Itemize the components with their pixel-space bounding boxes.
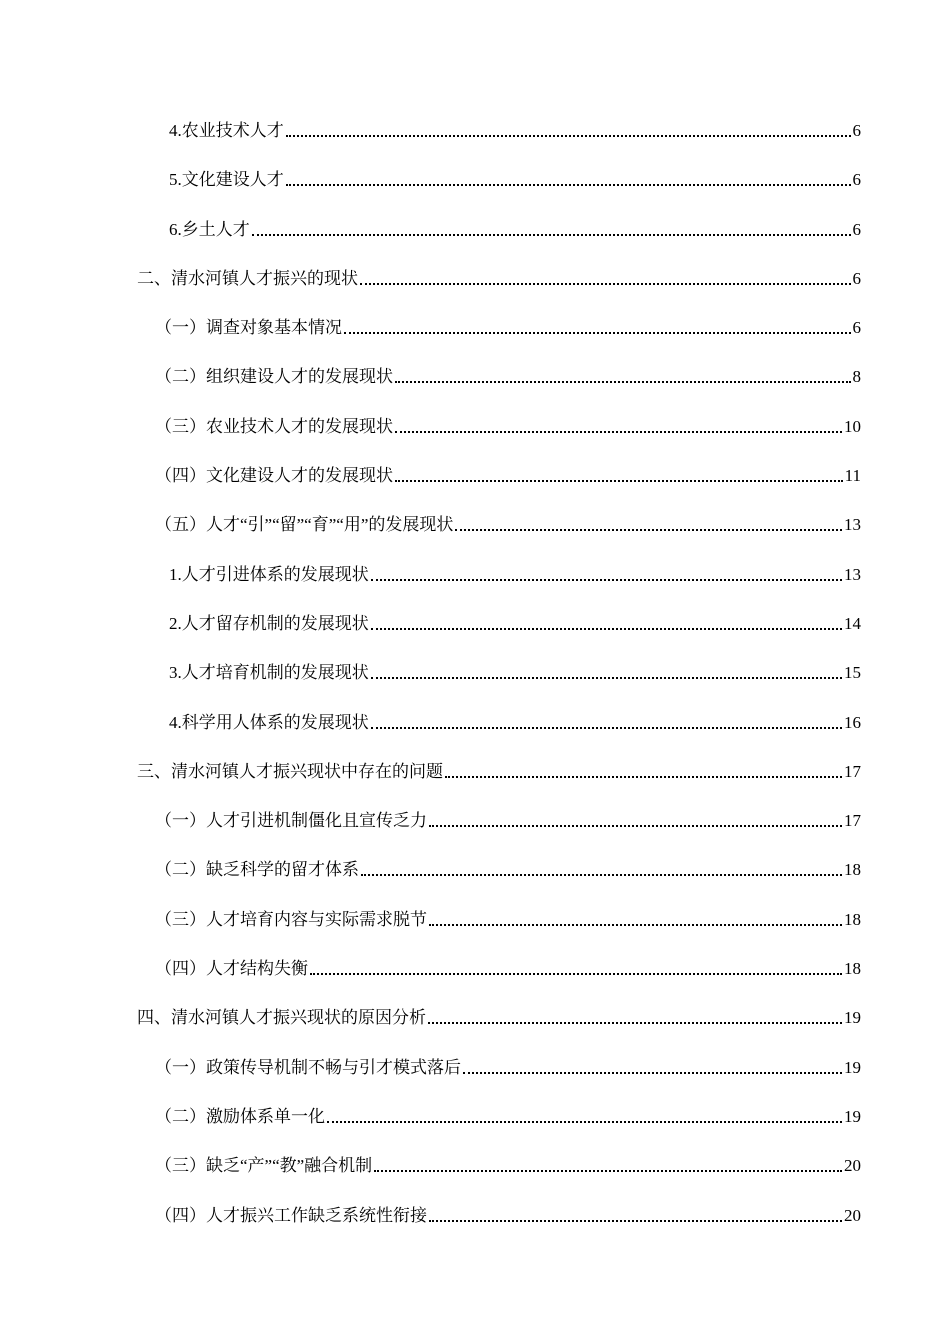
toc-entry[interactable] — [137, 1080, 861, 1129]
toc-entry[interactable] — [137, 537, 861, 586]
toc-entry[interactable] — [137, 389, 861, 438]
toc-dot-leader — [371, 579, 842, 581]
toc-entry-title: （二）缺乏科学的留才体系 — [155, 860, 359, 880]
toc-entry-page-number: 17 — [844, 761, 861, 781]
toc-entry-title: （二）激励体系单一化 — [155, 1106, 325, 1126]
toc-dot-leader — [327, 1121, 842, 1123]
toc-entry-page-number: 19 — [844, 1008, 861, 1028]
toc-dot-leader — [395, 431, 842, 433]
toc-dot-leader — [361, 874, 842, 876]
toc-entry[interactable] — [137, 685, 861, 734]
toc-entry[interactable] — [137, 932, 861, 981]
toc-entry[interactable] — [137, 636, 861, 685]
toc-entry-page-number: 20 — [844, 1205, 861, 1225]
toc-entry-page-number: 19 — [844, 1106, 861, 1126]
toc-entry-page-number: 15 — [844, 663, 861, 683]
toc-entry-title: 2.人才留存机制的发展现状 — [169, 613, 369, 633]
toc-entry-title: 4.科学用人体系的发展现状 — [169, 712, 369, 732]
toc-dot-leader — [395, 381, 851, 383]
toc-entry-page-number: 11 — [844, 466, 861, 486]
toc-dot-leader — [286, 135, 851, 137]
toc-entry-title: （一）调查对象基本情况 — [155, 318, 342, 338]
toc-dot-leader — [371, 727, 842, 729]
toc-entry-title: 二、清水河镇人才振兴的现状 — [137, 268, 358, 288]
toc-entry[interactable] — [137, 1129, 861, 1178]
toc-entry-title: 三、清水河镇人才振兴现状中存在的问题 — [137, 761, 443, 781]
toc-entry-page-number: 18 — [844, 959, 861, 979]
toc-entry[interactable] — [137, 833, 861, 882]
toc-entry-page-number: 14 — [844, 613, 861, 633]
toc-dot-leader — [395, 480, 843, 482]
toc-entry[interactable] — [137, 113, 861, 143]
toc-entry-page-number: 8 — [852, 367, 861, 387]
toc-entry-title: （三）缺乏“产”“教”融合机制 — [155, 1156, 373, 1176]
toc-entry-title: （三）人才培育内容与实际需求脱节 — [155, 909, 427, 929]
toc-entry-title: （四）文化建设人才的发展现状 — [155, 466, 393, 486]
toc-entry[interactable] — [137, 192, 861, 241]
toc-entry-title: （一）政策传导机制不畅与引才模式落后 — [155, 1057, 461, 1077]
toc-entry-title: （五）人才“引”“留”“育”“用”的发展现状 — [155, 515, 454, 535]
toc-entry[interactable] — [137, 340, 861, 389]
toc-dot-leader — [371, 677, 842, 679]
toc-entry[interactable] — [137, 143, 861, 192]
toc-entry-page-number: 6 — [852, 170, 861, 190]
toc-entry-title: 4.农业技术人才 — [169, 121, 284, 140]
toc-dot-leader — [371, 628, 842, 630]
toc-entry-title: （二）组织建设人才的发展现状 — [155, 367, 393, 387]
toc-entry-page-number: 6 — [852, 121, 861, 140]
toc-entry-page-number: 6 — [852, 318, 861, 338]
toc-dot-leader — [455, 529, 842, 531]
toc-dot-leader — [429, 825, 842, 827]
toc-dot-leader — [310, 973, 842, 975]
toc-dot-leader — [429, 1220, 842, 1222]
toc-entry[interactable] — [137, 735, 861, 784]
toc-entry-title: 6.乡土人才 — [169, 219, 250, 239]
toc-dot-leader — [286, 184, 851, 186]
toc-entry-page-number: 17 — [844, 811, 861, 831]
toc-dot-leader — [429, 924, 842, 926]
toc-entry[interactable] — [137, 981, 861, 1030]
toc-entry-page-number: 6 — [852, 219, 861, 239]
toc-entry[interactable] — [137, 242, 861, 291]
toc-entry-title: （四）人才振兴工作缺乏系统性衔接 — [155, 1205, 427, 1225]
toc-entry-page-number: 10 — [844, 416, 861, 436]
table-of-contents — [137, 113, 861, 1228]
toc-entry-title: （一）人才引进机制僵化且宣传乏力 — [155, 811, 427, 831]
toc-entry[interactable] — [137, 1030, 861, 1079]
toc-dot-leader — [360, 283, 851, 285]
toc-entry-title: 四、清水河镇人才振兴现状的原因分析 — [137, 1008, 426, 1028]
toc-dot-leader — [463, 1072, 842, 1074]
toc-entry[interactable] — [137, 488, 861, 537]
toc-dot-leader — [374, 1170, 842, 1172]
toc-entry-page-number: 13 — [844, 564, 861, 584]
toc-entry-page-number: 18 — [844, 860, 861, 880]
toc-entry[interactable] — [137, 1178, 861, 1227]
toc-entry[interactable] — [137, 439, 861, 488]
toc-entry-page-number: 16 — [844, 712, 861, 732]
toc-entry[interactable] — [137, 587, 861, 636]
toc-entry-title: （三）农业技术人才的发展现状 — [155, 416, 393, 436]
toc-entry-title: 1.人才引进体系的发展现状 — [169, 564, 369, 584]
toc-entry-title: 5.文化建设人才 — [169, 170, 284, 190]
toc-entry[interactable] — [137, 291, 861, 340]
toc-dot-leader — [344, 332, 851, 334]
toc-dot-leader — [445, 776, 842, 778]
toc-entry-page-number: 20 — [844, 1156, 861, 1176]
toc-entry[interactable] — [137, 784, 861, 833]
toc-entry-page-number: 6 — [852, 268, 861, 288]
toc-dot-leader — [252, 234, 851, 236]
toc-entry-page-number: 13 — [844, 515, 861, 535]
toc-entry-page-number: 18 — [844, 909, 861, 929]
toc-entry-title: 3.人才培育机制的发展现状 — [169, 663, 369, 683]
toc-entry[interactable] — [137, 882, 861, 931]
toc-dot-leader — [428, 1022, 842, 1024]
toc-entry-page-number: 19 — [844, 1057, 861, 1077]
toc-entry-title: （四）人才结构失衡 — [155, 959, 308, 979]
